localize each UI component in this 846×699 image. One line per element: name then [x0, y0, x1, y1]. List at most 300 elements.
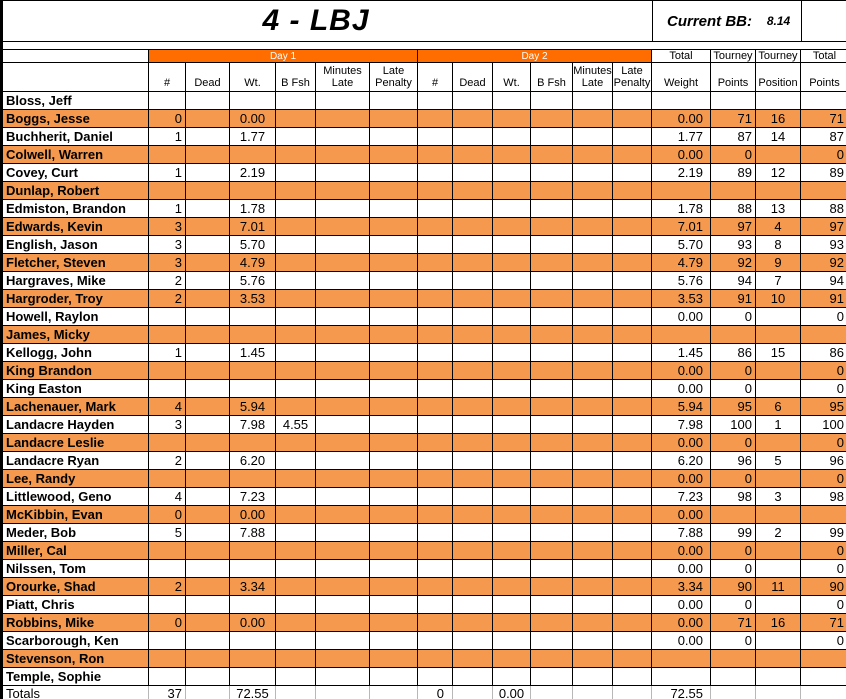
tourney-points-cell[interactable]: [711, 668, 756, 686]
day2-count-cell[interactable]: [418, 218, 453, 236]
day2-minutes-late-cell[interactable]: [573, 380, 613, 398]
day2-count-cell[interactable]: [418, 110, 453, 128]
total-weight-cell[interactable]: 0.00: [652, 308, 711, 326]
day2-dead-cell[interactable]: [453, 506, 493, 524]
day2-bigfish-cell[interactable]: [531, 596, 573, 614]
total-points-cell[interactable]: 93: [801, 236, 846, 254]
player-name-cell[interactable]: Boggs, Jesse: [3, 110, 149, 128]
day1-count-cell[interactable]: [149, 668, 186, 686]
tourney-points-cell[interactable]: 71: [711, 614, 756, 632]
day2-late-penalty-cell[interactable]: [613, 344, 652, 362]
day1-count-cell[interactable]: 3: [149, 416, 186, 434]
day2-minutes-late-cell[interactable]: [573, 524, 613, 542]
total-points-cell[interactable]: 91: [801, 290, 846, 308]
day1-count-cell[interactable]: [149, 632, 186, 650]
day2-late-penalty-cell[interactable]: [613, 272, 652, 290]
day1-weight-cell[interactable]: 1.77: [230, 128, 276, 146]
total-weight-cell[interactable]: 2.19: [652, 164, 711, 182]
day1-late-penalty-cell[interactable]: [370, 470, 418, 488]
day2-bigfish-cell[interactable]: [531, 218, 573, 236]
total-points-cell[interactable]: [801, 326, 846, 344]
day2-late-penalty-cell[interactable]: [613, 308, 652, 326]
day1-weight-cell[interactable]: 0.00: [230, 614, 276, 632]
day1-bigfish-cell[interactable]: [276, 344, 316, 362]
day1-weight-cell[interactable]: 7.98: [230, 416, 276, 434]
day1-bigfish-cell[interactable]: [276, 272, 316, 290]
day2-dead-cell[interactable]: [453, 290, 493, 308]
total-weight-cell[interactable]: 5.76: [652, 272, 711, 290]
day2-bigfish-cell[interactable]: [531, 326, 573, 344]
total-weight-cell[interactable]: 3.53: [652, 290, 711, 308]
day1-bigfish-cell[interactable]: [276, 236, 316, 254]
day2-late-penalty-cell[interactable]: [613, 470, 652, 488]
day1-weight-cell[interactable]: 7.01: [230, 218, 276, 236]
day2-bigfish-cell[interactable]: [531, 344, 573, 362]
day2-weight-cell[interactable]: [493, 650, 531, 668]
total-weight-cell[interactable]: [652, 650, 711, 668]
day2-dead-cell[interactable]: [453, 578, 493, 596]
day2-minutes-late-cell[interactable]: [573, 254, 613, 272]
day1-bigfish-cell[interactable]: [276, 362, 316, 380]
day1-late-penalty-cell[interactable]: [370, 344, 418, 362]
day1-minutes-late-cell[interactable]: [316, 488, 370, 506]
day2-count-cell[interactable]: [418, 668, 453, 686]
player-name-cell[interactable]: McKibbin, Evan: [3, 506, 149, 524]
day2-bigfish-cell[interactable]: [531, 146, 573, 164]
day1-dead-cell[interactable]: [186, 398, 230, 416]
totals-day1-dead[interactable]: [186, 686, 230, 699]
day1-dead-cell[interactable]: [186, 290, 230, 308]
day1-minutes-late-cell[interactable]: [316, 146, 370, 164]
day2-count-cell[interactable]: [418, 380, 453, 398]
day1-bigfish-cell[interactable]: [276, 650, 316, 668]
day1-bigfish-cell[interactable]: [276, 578, 316, 596]
day1-minutes-late-cell[interactable]: [316, 506, 370, 524]
day2-count-cell[interactable]: [418, 146, 453, 164]
day2-weight-cell[interactable]: [493, 488, 531, 506]
total-weight-cell[interactable]: 0.00: [652, 596, 711, 614]
totals-day2-bigfish[interactable]: [531, 686, 573, 699]
total-points-cell[interactable]: [801, 506, 846, 524]
total-weight-cell[interactable]: 7.88: [652, 524, 711, 542]
tourney-points-cell[interactable]: [711, 92, 756, 110]
day2-bigfish-cell[interactable]: [531, 416, 573, 434]
total-points-cell[interactable]: 94: [801, 272, 846, 290]
player-name-cell[interactable]: Kellogg, John: [3, 344, 149, 362]
totals-day1-bigfish[interactable]: [276, 686, 316, 699]
player-name-cell[interactable]: Dunlap, Robert: [3, 182, 149, 200]
day2-count-cell[interactable]: [418, 398, 453, 416]
total-points-cell[interactable]: 0: [801, 470, 846, 488]
day1-minutes-late-cell[interactable]: [316, 560, 370, 578]
day2-dead-cell[interactable]: [453, 110, 493, 128]
day2-bigfish-cell[interactable]: [531, 650, 573, 668]
total-points-cell[interactable]: 95: [801, 398, 846, 416]
day1-minutes-late-cell[interactable]: [316, 632, 370, 650]
day1-count-cell[interactable]: [149, 362, 186, 380]
day1-bigfish-cell[interactable]: 4.55: [276, 416, 316, 434]
tourney-points-cell[interactable]: 0: [711, 470, 756, 488]
day1-dead-cell[interactable]: [186, 452, 230, 470]
tourney-points-cell[interactable]: 91: [711, 290, 756, 308]
player-name-cell[interactable]: James, Micky: [3, 326, 149, 344]
day2-weight-cell[interactable]: [493, 416, 531, 434]
tourney-points-cell[interactable]: [711, 506, 756, 524]
tourney-points-cell[interactable]: 0: [711, 632, 756, 650]
day2-count-cell[interactable]: [418, 92, 453, 110]
total-points-cell[interactable]: 87: [801, 128, 846, 146]
day1-count-cell[interactable]: 3: [149, 218, 186, 236]
day1-count-cell[interactable]: 2: [149, 452, 186, 470]
day1-weight-cell[interactable]: [230, 326, 276, 344]
day2-late-penalty-cell[interactable]: [613, 92, 652, 110]
day2-dead-cell[interactable]: [453, 488, 493, 506]
total-weight-cell[interactable]: 0.00: [652, 146, 711, 164]
day2-minutes-late-cell[interactable]: [573, 488, 613, 506]
day2-count-cell[interactable]: [418, 362, 453, 380]
total-points-cell[interactable]: 0: [801, 380, 846, 398]
day1-count-cell[interactable]: 1: [149, 164, 186, 182]
day1-bigfish-cell[interactable]: [276, 110, 316, 128]
day1-late-penalty-cell[interactable]: [370, 362, 418, 380]
day1-late-penalty-cell[interactable]: [370, 236, 418, 254]
day2-late-penalty-cell[interactable]: [613, 488, 652, 506]
totals-day1-weight[interactable]: 72.55: [230, 686, 276, 699]
total-points-cell[interactable]: 96: [801, 452, 846, 470]
day2-count-cell[interactable]: [418, 416, 453, 434]
day2-weight-cell[interactable]: [493, 254, 531, 272]
tourney-position-cell[interactable]: 10: [756, 290, 801, 308]
day2-minutes-late-cell[interactable]: [573, 218, 613, 236]
day1-count-cell[interactable]: [149, 380, 186, 398]
tourney-position-cell[interactable]: 4: [756, 218, 801, 236]
day1-weight-cell[interactable]: 7.88: [230, 524, 276, 542]
day2-count-cell[interactable]: [418, 182, 453, 200]
day2-minutes-late-cell[interactable]: [573, 164, 613, 182]
day1-count-cell[interactable]: 1: [149, 200, 186, 218]
totals-label[interactable]: Totals: [3, 686, 149, 699]
day1-weight-cell[interactable]: [230, 362, 276, 380]
total-weight-cell[interactable]: 6.20: [652, 452, 711, 470]
day1-late-penalty-cell[interactable]: [370, 416, 418, 434]
day1-minutes-late-cell[interactable]: [316, 236, 370, 254]
day1-bigfish-cell[interactable]: [276, 380, 316, 398]
total-points-cell[interactable]: 71: [801, 614, 846, 632]
day1-minutes-late-cell[interactable]: [316, 596, 370, 614]
day1-count-cell[interactable]: 2: [149, 272, 186, 290]
tourney-points-cell[interactable]: 0: [711, 380, 756, 398]
day2-minutes-late-cell[interactable]: [573, 542, 613, 560]
day1-weight-cell[interactable]: 1.45: [230, 344, 276, 362]
day2-bigfish-cell[interactable]: [531, 272, 573, 290]
day2-dead-cell[interactable]: [453, 452, 493, 470]
tourney-position-cell[interactable]: [756, 506, 801, 524]
day2-weight-cell[interactable]: [493, 92, 531, 110]
day1-dead-cell[interactable]: [186, 362, 230, 380]
day1-late-penalty-cell[interactable]: [370, 452, 418, 470]
day2-late-penalty-cell[interactable]: [613, 380, 652, 398]
day2-bigfish-cell[interactable]: [531, 380, 573, 398]
day2-bigfish-cell[interactable]: [531, 236, 573, 254]
totals-total-weight[interactable]: 72.55: [652, 686, 711, 699]
day2-bigfish-cell[interactable]: [531, 560, 573, 578]
day2-dead-cell[interactable]: [453, 362, 493, 380]
total-points-cell[interactable]: 0: [801, 542, 846, 560]
day2-minutes-late-cell[interactable]: [573, 434, 613, 452]
day1-minutes-late-cell[interactable]: [316, 110, 370, 128]
day2-count-cell[interactable]: [418, 578, 453, 596]
day2-weight-cell[interactable]: [493, 326, 531, 344]
day2-minutes-late-cell[interactable]: [573, 632, 613, 650]
total-points-cell[interactable]: 88: [801, 200, 846, 218]
tourney-points-cell[interactable]: 71: [711, 110, 756, 128]
tourney-points-cell[interactable]: 87: [711, 128, 756, 146]
day1-weight-cell[interactable]: 1.78: [230, 200, 276, 218]
day1-minutes-late-cell[interactable]: [316, 470, 370, 488]
day1-count-cell[interactable]: 0: [149, 110, 186, 128]
total-weight-cell[interactable]: 1.77: [652, 128, 711, 146]
total-weight-cell[interactable]: [652, 92, 711, 110]
day1-bigfish-cell[interactable]: [276, 452, 316, 470]
day1-dead-cell[interactable]: [186, 236, 230, 254]
tourney-position-cell[interactable]: 16: [756, 110, 801, 128]
day1-dead-cell[interactable]: [186, 506, 230, 524]
day1-minutes-late-cell[interactable]: [316, 272, 370, 290]
day2-count-cell[interactable]: [418, 164, 453, 182]
day2-count-cell[interactable]: [418, 434, 453, 452]
tourney-points-cell[interactable]: [711, 182, 756, 200]
day2-weight-cell[interactable]: [493, 578, 531, 596]
day2-dead-cell[interactable]: [453, 560, 493, 578]
day1-late-penalty-cell[interactable]: [370, 110, 418, 128]
tourney-position-cell[interactable]: 15: [756, 344, 801, 362]
day1-dead-cell[interactable]: [186, 200, 230, 218]
day2-dead-cell[interactable]: [453, 650, 493, 668]
day1-minutes-late-cell[interactable]: [316, 578, 370, 596]
day1-dead-cell[interactable]: [186, 650, 230, 668]
day1-minutes-late-cell[interactable]: [316, 344, 370, 362]
day1-count-cell[interactable]: [149, 650, 186, 668]
total-weight-cell[interactable]: 3.34: [652, 578, 711, 596]
day1-dead-cell[interactable]: [186, 110, 230, 128]
day1-bigfish-cell[interactable]: [276, 542, 316, 560]
day2-count-cell[interactable]: [418, 452, 453, 470]
day2-bigfish-cell[interactable]: [531, 542, 573, 560]
tourney-position-cell[interactable]: [756, 380, 801, 398]
day2-count-cell[interactable]: [418, 650, 453, 668]
day1-late-penalty-cell[interactable]: [370, 272, 418, 290]
tourney-points-cell[interactable]: 98: [711, 488, 756, 506]
total-weight-cell[interactable]: 0.00: [652, 380, 711, 398]
day2-bigfish-cell[interactable]: [531, 308, 573, 326]
day1-weight-cell[interactable]: [230, 542, 276, 560]
day2-weight-cell[interactable]: [493, 146, 531, 164]
day1-dead-cell[interactable]: [186, 308, 230, 326]
tourney-position-cell[interactable]: [756, 308, 801, 326]
day2-late-penalty-cell[interactable]: [613, 524, 652, 542]
day1-late-penalty-cell[interactable]: [370, 308, 418, 326]
day2-weight-cell[interactable]: [493, 182, 531, 200]
player-name-cell[interactable]: Edwards, Kevin: [3, 218, 149, 236]
tourney-points-cell[interactable]: 86: [711, 344, 756, 362]
day1-weight-cell[interactable]: [230, 470, 276, 488]
total-points-cell[interactable]: 0: [801, 362, 846, 380]
day1-weight-cell[interactable]: [230, 434, 276, 452]
day2-weight-cell[interactable]: [493, 542, 531, 560]
day2-weight-cell[interactable]: [493, 398, 531, 416]
day2-count-cell[interactable]: [418, 290, 453, 308]
total-weight-cell[interactable]: 0.00: [652, 542, 711, 560]
totals-day2-minutes-late[interactable]: [573, 686, 613, 699]
day2-weight-cell[interactable]: [493, 434, 531, 452]
day2-late-penalty-cell[interactable]: [613, 254, 652, 272]
tourney-points-cell[interactable]: 0: [711, 362, 756, 380]
total-weight-cell[interactable]: 5.94: [652, 398, 711, 416]
day1-weight-cell[interactable]: [230, 182, 276, 200]
day2-count-cell[interactable]: [418, 344, 453, 362]
tourney-position-cell[interactable]: [756, 542, 801, 560]
total-points-cell[interactable]: 100: [801, 416, 846, 434]
day2-late-penalty-cell[interactable]: [613, 236, 652, 254]
day2-dead-cell[interactable]: [453, 632, 493, 650]
day1-weight-cell[interactable]: [230, 668, 276, 686]
day1-minutes-late-cell[interactable]: [316, 290, 370, 308]
day1-dead-cell[interactable]: [186, 380, 230, 398]
day1-weight-cell[interactable]: 5.70: [230, 236, 276, 254]
day1-weight-cell[interactable]: 5.94: [230, 398, 276, 416]
day1-count-cell[interactable]: 4: [149, 398, 186, 416]
day1-dead-cell[interactable]: [186, 326, 230, 344]
day1-late-penalty-cell[interactable]: [370, 650, 418, 668]
totals-day1-count[interactable]: 37: [149, 686, 186, 699]
day1-minutes-late-cell[interactable]: [316, 614, 370, 632]
day1-weight-cell[interactable]: 0.00: [230, 506, 276, 524]
day1-count-cell[interactable]: [149, 146, 186, 164]
tourney-points-cell[interactable]: 90: [711, 578, 756, 596]
day2-late-penalty-cell[interactable]: [613, 164, 652, 182]
tourney-position-cell[interactable]: 14: [756, 128, 801, 146]
day1-weight-cell[interactable]: 4.79: [230, 254, 276, 272]
player-name-cell[interactable]: Temple, Sophie: [3, 668, 149, 686]
day1-late-penalty-cell[interactable]: [370, 218, 418, 236]
tourney-points-cell[interactable]: 95: [711, 398, 756, 416]
day2-late-penalty-cell[interactable]: [613, 182, 652, 200]
day1-count-cell[interactable]: 1: [149, 344, 186, 362]
total-weight-cell[interactable]: 0.00: [652, 470, 711, 488]
tourney-position-cell[interactable]: 8: [756, 236, 801, 254]
tourney-points-cell[interactable]: 92: [711, 254, 756, 272]
day1-bigfish-cell[interactable]: [276, 488, 316, 506]
day1-late-penalty-cell[interactable]: [370, 92, 418, 110]
day1-late-penalty-cell[interactable]: [370, 596, 418, 614]
day2-count-cell[interactable]: [418, 254, 453, 272]
day1-dead-cell[interactable]: [186, 182, 230, 200]
day1-late-penalty-cell[interactable]: [370, 398, 418, 416]
day2-weight-cell[interactable]: [493, 200, 531, 218]
day2-bigfish-cell[interactable]: [531, 632, 573, 650]
day1-bigfish-cell[interactable]: [276, 164, 316, 182]
day2-minutes-late-cell[interactable]: [573, 398, 613, 416]
day2-late-penalty-cell[interactable]: [613, 146, 652, 164]
total-points-cell[interactable]: 0: [801, 146, 846, 164]
day2-minutes-late-cell[interactable]: [573, 344, 613, 362]
day1-late-penalty-cell[interactable]: [370, 200, 418, 218]
day2-bigfish-cell[interactable]: [531, 452, 573, 470]
day1-bigfish-cell[interactable]: [276, 254, 316, 272]
day1-weight-cell[interactable]: 0.00: [230, 110, 276, 128]
day2-count-cell[interactable]: [418, 506, 453, 524]
player-name-cell[interactable]: Piatt, Chris: [3, 596, 149, 614]
day2-late-penalty-cell[interactable]: [613, 326, 652, 344]
day2-count-cell[interactable]: [418, 272, 453, 290]
day2-bigfish-cell[interactable]: [531, 578, 573, 596]
total-points-cell[interactable]: [801, 182, 846, 200]
day2-dead-cell[interactable]: [453, 326, 493, 344]
player-name-cell[interactable]: Landacre Hayden: [3, 416, 149, 434]
total-weight-cell[interactable]: 0.00: [652, 362, 711, 380]
day2-minutes-late-cell[interactable]: [573, 470, 613, 488]
day1-bigfish-cell[interactable]: [276, 434, 316, 452]
tourney-position-cell[interactable]: 7: [756, 272, 801, 290]
day1-weight-cell[interactable]: [230, 380, 276, 398]
tourney-position-cell[interactable]: 1: [756, 416, 801, 434]
tourney-points-cell[interactable]: 0: [711, 146, 756, 164]
day1-late-penalty-cell[interactable]: [370, 326, 418, 344]
day2-dead-cell[interactable]: [453, 254, 493, 272]
day2-bigfish-cell[interactable]: [531, 470, 573, 488]
totals-day1-late-penalty[interactable]: [370, 686, 418, 699]
total-points-cell[interactable]: [801, 650, 846, 668]
day2-dead-cell[interactable]: [453, 380, 493, 398]
day2-count-cell[interactable]: [418, 470, 453, 488]
tourney-position-cell[interactable]: 9: [756, 254, 801, 272]
day1-bigfish-cell[interactable]: [276, 506, 316, 524]
day2-count-cell[interactable]: [418, 128, 453, 146]
day2-bigfish-cell[interactable]: [531, 362, 573, 380]
player-name-cell[interactable]: Scarborough, Ken: [3, 632, 149, 650]
day2-late-penalty-cell[interactable]: [613, 668, 652, 686]
day1-bigfish-cell[interactable]: [276, 596, 316, 614]
day2-weight-cell[interactable]: [493, 524, 531, 542]
total-weight-cell[interactable]: 0.00: [652, 614, 711, 632]
day2-late-penalty-cell[interactable]: [613, 128, 652, 146]
player-name-cell[interactable]: Robbins, Mike: [3, 614, 149, 632]
day1-count-cell[interactable]: 5: [149, 524, 186, 542]
totals-total-points[interactable]: [801, 686, 846, 699]
day2-count-cell[interactable]: [418, 236, 453, 254]
day1-late-penalty-cell[interactable]: [370, 506, 418, 524]
day1-count-cell[interactable]: 3: [149, 236, 186, 254]
total-weight-cell[interactable]: 1.45: [652, 344, 711, 362]
day2-minutes-late-cell[interactable]: [573, 560, 613, 578]
total-points-cell[interactable]: 0: [801, 596, 846, 614]
day1-minutes-late-cell[interactable]: [316, 326, 370, 344]
day2-bigfish-cell[interactable]: [531, 128, 573, 146]
day1-late-penalty-cell[interactable]: [370, 128, 418, 146]
total-points-cell[interactable]: 92: [801, 254, 846, 272]
day2-dead-cell[interactable]: [453, 524, 493, 542]
day2-dead-cell[interactable]: [453, 164, 493, 182]
day1-bigfish-cell[interactable]: [276, 218, 316, 236]
day2-dead-cell[interactable]: [453, 344, 493, 362]
day1-minutes-late-cell[interactable]: [316, 398, 370, 416]
day2-count-cell[interactable]: [418, 632, 453, 650]
day2-minutes-late-cell[interactable]: [573, 200, 613, 218]
day1-dead-cell[interactable]: [186, 128, 230, 146]
day1-bigfish-cell[interactable]: [276, 200, 316, 218]
tourney-position-cell[interactable]: [756, 92, 801, 110]
day2-weight-cell[interactable]: [493, 668, 531, 686]
